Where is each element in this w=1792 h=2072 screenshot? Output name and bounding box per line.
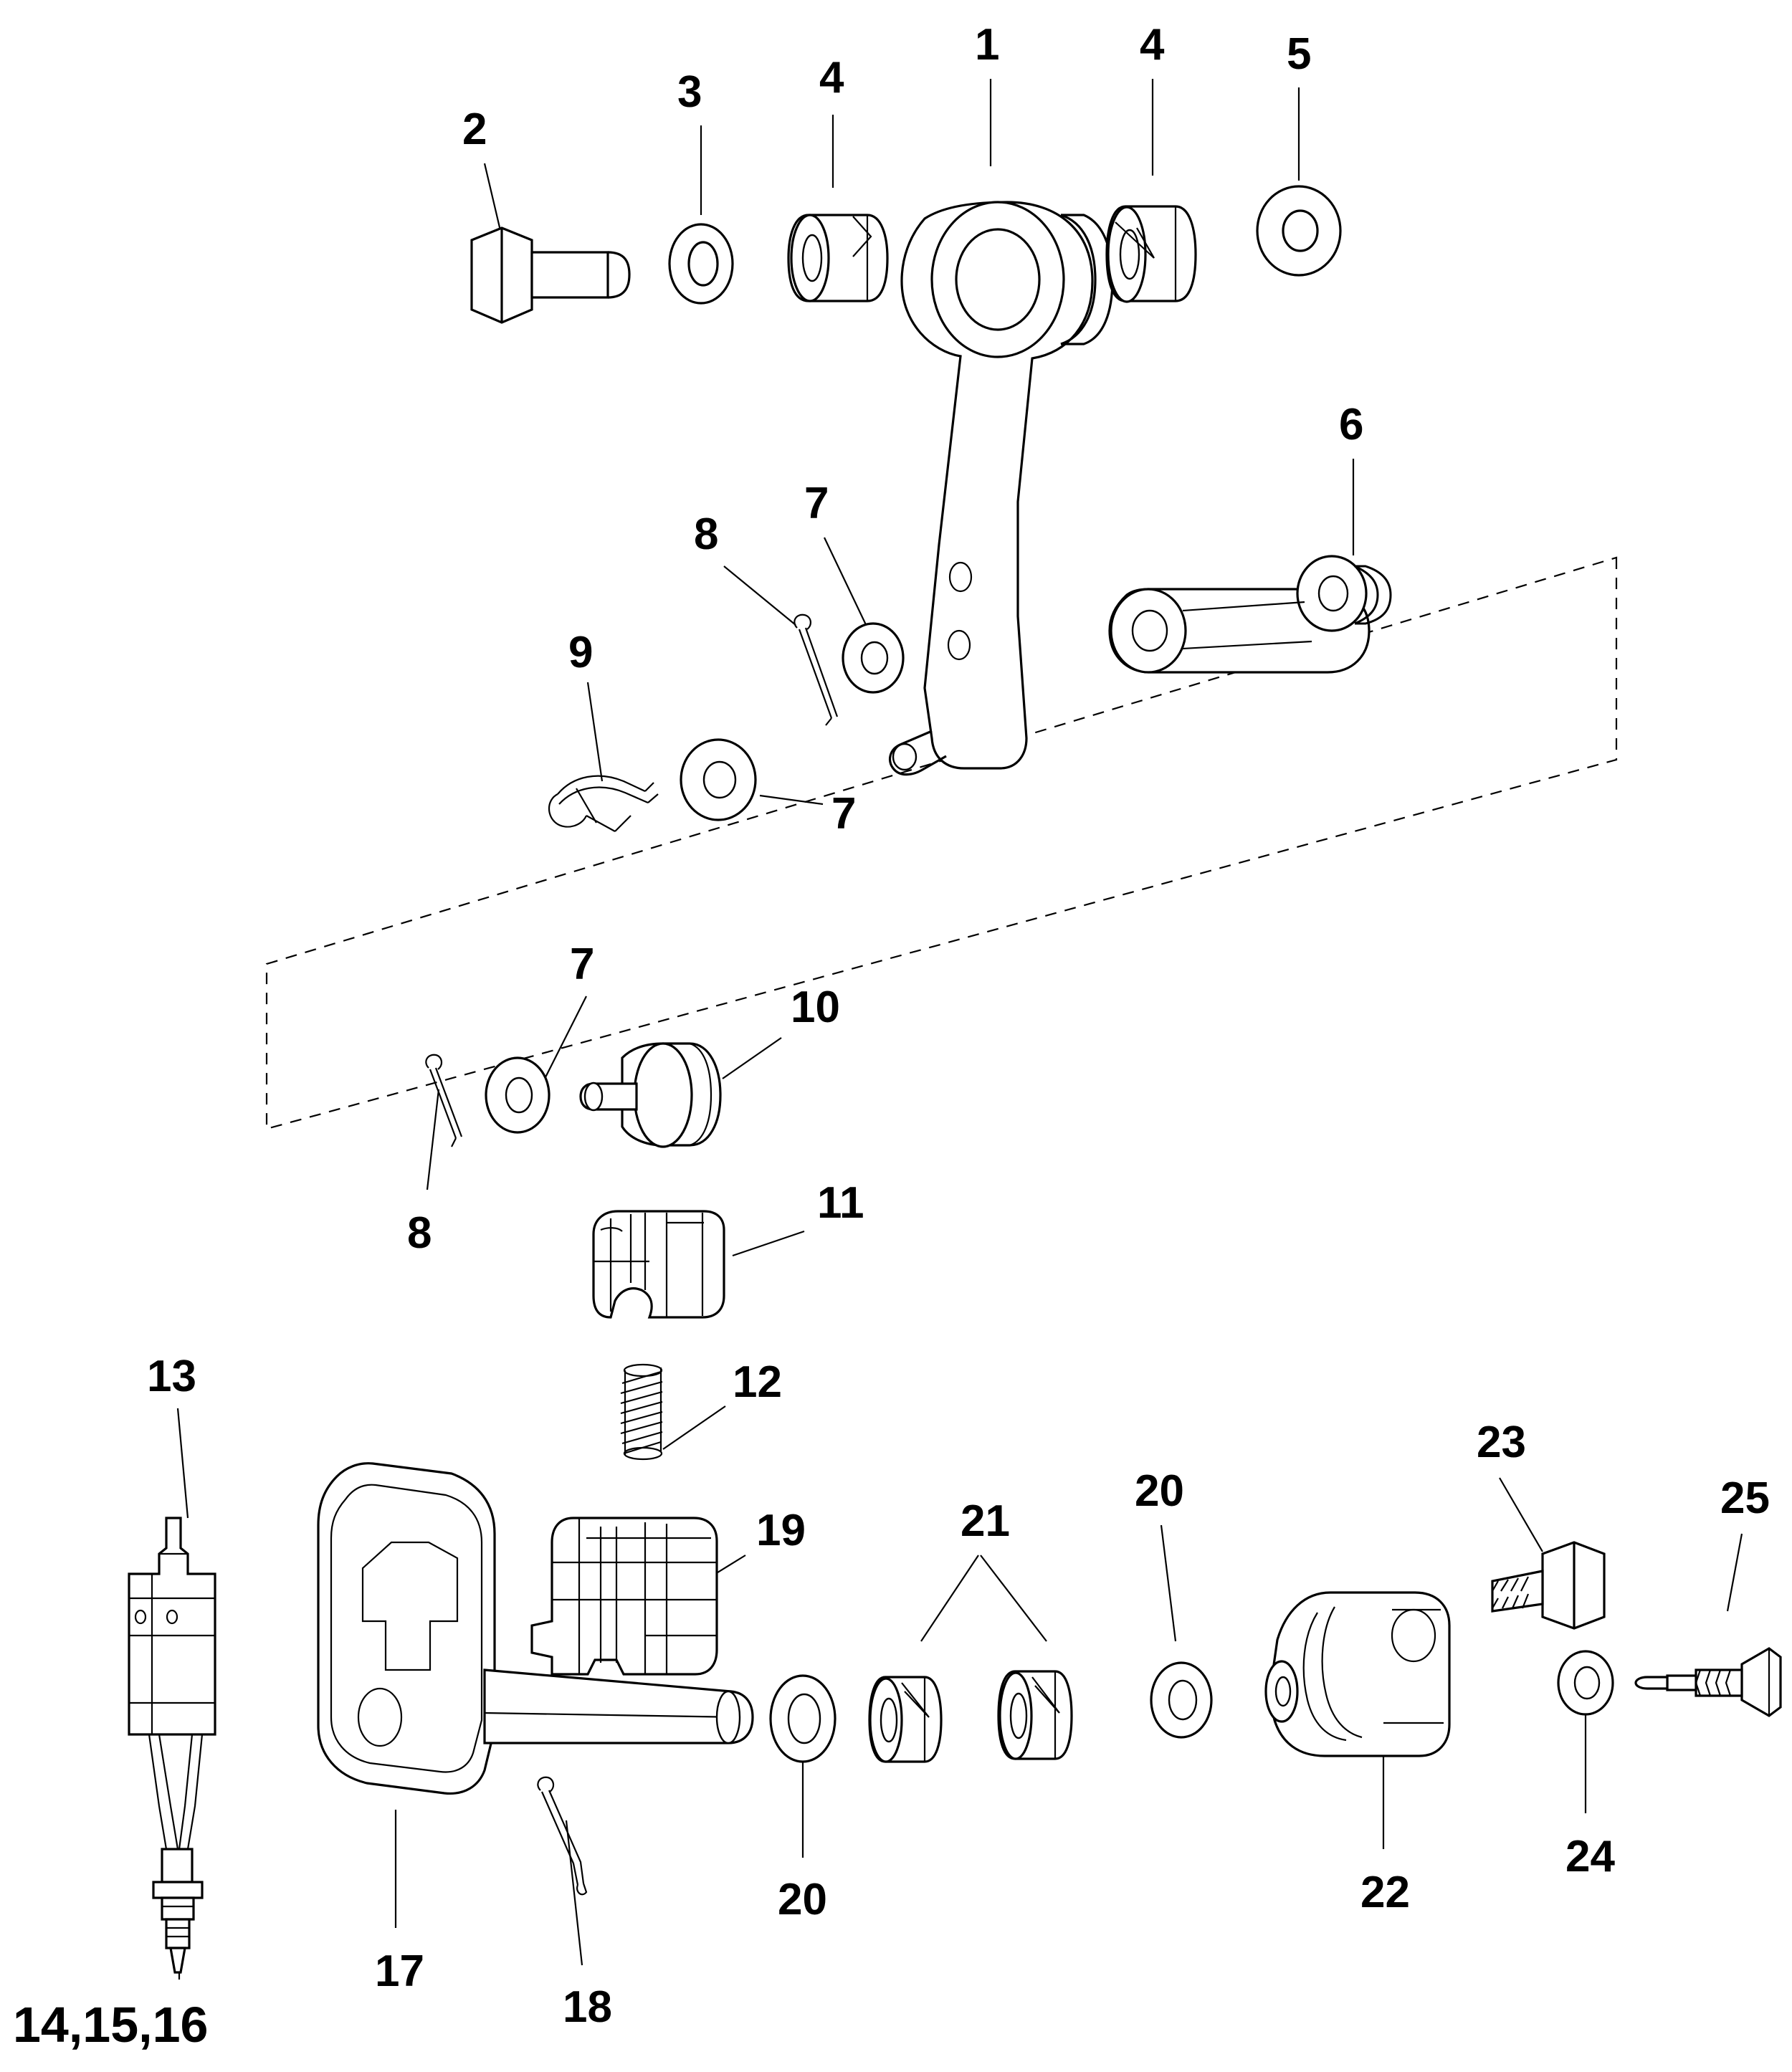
callout-13: 13 xyxy=(147,1352,196,1401)
part-hex-bolt xyxy=(472,228,629,323)
callout-7-lower: 7 xyxy=(831,789,857,839)
part-shift-yoke xyxy=(1266,1593,1449,1756)
part-split-bushing-left xyxy=(788,215,887,301)
callout-20-lower: 20 xyxy=(778,1875,827,1924)
callout-17: 17 xyxy=(375,1947,424,1996)
part-cotter-pin-bracket xyxy=(538,1777,586,1894)
part-cotter-pin-upper xyxy=(794,615,837,725)
callout-5: 5 xyxy=(1287,29,1312,79)
callout-3: 3 xyxy=(677,67,702,117)
callout-1: 1 xyxy=(975,20,1000,70)
callout-11: 11 xyxy=(817,1178,864,1228)
part-grease-fitting xyxy=(1636,1648,1781,1716)
callout-4-right: 4 xyxy=(1140,20,1165,70)
callout-7-band: 7 xyxy=(570,940,595,989)
callout-8-upper: 8 xyxy=(694,510,719,559)
part-washer-b xyxy=(1151,1663,1211,1737)
callout-6: 6 xyxy=(1339,400,1364,449)
callout-24: 24 xyxy=(1565,1832,1615,1881)
callout-19: 19 xyxy=(756,1506,806,1555)
callout-22: 22 xyxy=(1360,1868,1410,1917)
part-small-washer xyxy=(1558,1651,1613,1714)
callout-8-lower: 8 xyxy=(407,1208,432,1258)
part-hex-screw xyxy=(1492,1542,1604,1628)
callout-20-upper: 20 xyxy=(1135,1466,1184,1516)
part-ball-stud xyxy=(581,1044,720,1147)
part-washer-mid xyxy=(843,624,903,692)
callout-4-left: 4 xyxy=(819,53,844,102)
part-steering-arm xyxy=(890,202,1112,775)
part-cotter-pin-lower xyxy=(426,1055,462,1147)
part-shift-lever-block xyxy=(532,1518,717,1674)
part-clevis-clip xyxy=(549,776,658,831)
callout-7-upper: 7 xyxy=(804,479,829,528)
part-flat-washer-right xyxy=(1257,186,1340,275)
part-terminal-boot xyxy=(153,1849,202,1972)
part-cam-follower xyxy=(594,1211,724,1317)
callout-2: 2 xyxy=(462,105,487,154)
part-washer-a xyxy=(771,1676,835,1762)
part-flat-washer-upper xyxy=(669,224,733,303)
part-split-bushing-right xyxy=(1107,206,1196,302)
callout-21: 21 xyxy=(961,1496,1010,1546)
callout-25: 25 xyxy=(1720,1474,1770,1523)
part-bushings-pair xyxy=(869,1671,1072,1762)
part-solenoid-assembly xyxy=(129,1518,215,1972)
callout-12: 12 xyxy=(733,1357,782,1407)
part-washer-band xyxy=(486,1058,549,1132)
callout-14-15-16: 14,15,16 xyxy=(13,1997,209,2053)
part-washer-lower xyxy=(681,740,756,820)
callout-10: 10 xyxy=(791,983,840,1032)
callout-23: 23 xyxy=(1477,1418,1526,1467)
callout-18: 18 xyxy=(563,1982,612,2032)
callout-9: 9 xyxy=(568,628,594,677)
part-link-rod xyxy=(1110,556,1391,672)
part-coil-spring xyxy=(621,1365,662,1459)
